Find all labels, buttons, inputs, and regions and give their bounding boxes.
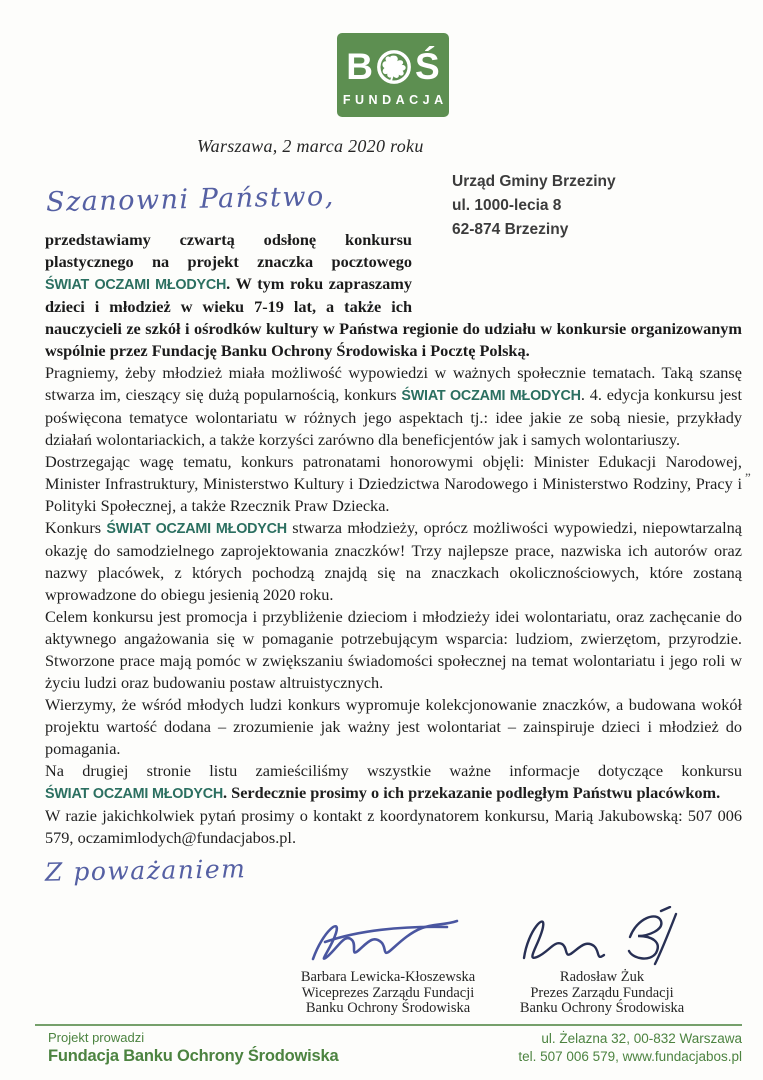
- footer-address: ul. Żelazna 32, 00-832 Warszawa: [541, 1031, 742, 1046]
- text-segment: Celem konkursu jest promocja i przybliżenie dzieciom i młodzieży idei wolontariatu, oraz zachęcanie do aktywnego angażowania się w pomaganie potrzebującym wsparcia: ludziom, zwierzętom, przyrodzie. Stworzone prace mają pomóc w zwiększaniu świadomości społecznej na temat wolontariatu i jego roli w życiu ludzi oraz budowaniu postaw altruistycznych.: [45, 607, 742, 692]
- paragraph: [45, 694, 742, 760]
- footer-foundation-name: Fundacja Banku Ochrony Środowiska: [48, 1047, 339, 1065]
- footer-right: [518, 1030, 742, 1065]
- letter-body: [45, 229, 742, 849]
- text-segment: stwarza młodzieży, oprócz możliwości wypowiedzi, niepowtarzalną okazję do samodzielnego zaprojektowania znaczków! Trzy najlepsze prace, nazwiska ich autorów oraz nazwy placówek, z których pochodzą znajdą się na znaczkach okolicznościowych, które zostaną wprowadzone do obiegu jesienią 2020 roku.: [45, 518, 742, 604]
- signatory-block-left: [268, 970, 508, 1017]
- text-segment: W razie jakichkolwiek pytań prosimy o kontakt z koordynatorem konkursu, Marią Jakubowską: 507 006 579, oczamimlodych@fundacjabos.pl.: [45, 806, 742, 847]
- handwritten-greeting: Szanowni Państwo,: [45, 180, 336, 219]
- paragraph: [45, 805, 742, 849]
- logo-letter-s: Ś: [415, 46, 440, 87]
- recipient-line: Urząd Gminy Brzeziny: [452, 173, 616, 190]
- text-segment: . Serdecznie prosimy o ich przekazanie podległym Państwu placówkom.: [223, 783, 721, 802]
- text-segment: . 4. edycja konkursu jest poświęcona tematyce wolontariatu w różnych jego aspektach tj.: idee jakie ze sobą niesie, przykłady działań wolontariackich, a także korzyści zarówno dla beneficjentów jak i samych wolontariuszy.: [45, 385, 742, 449]
- contest-name-label: ŚWIAT OCZAMI MŁODYCH: [106, 521, 287, 537]
- handwritten-closing: Z poważaniem: [44, 854, 247, 887]
- dateline: Warszawa, 2 marca 2020 roku: [197, 136, 424, 156]
- logo-letter-b: B: [346, 46, 374, 87]
- paragraph: [45, 362, 742, 451]
- contest-name-label: ŚWIAT OCZAMI MŁODYCH: [45, 277, 227, 293]
- signatory-title: Banku Ochrony Środowiska: [305, 1000, 471, 1016]
- signatory-name: Radosław Żuk: [559, 969, 645, 985]
- text-segment: Na drugiej stronie listu zamieściliśmy wszystkie ważne informacje dotyczące konkursu: [45, 761, 742, 780]
- paragraph: [45, 760, 742, 805]
- paragraph: [45, 517, 742, 606]
- footer-contact: tel. 507 006 579, www.fundacjabos.pl: [518, 1048, 742, 1064]
- layout-spacer: [412, 229, 742, 317]
- signatory-title: Banku Ochrony Środowiska: [519, 1000, 685, 1016]
- recipient-line: 62-874 Brzeziny: [452, 221, 569, 238]
- contest-name-label: ŚWIAT OCZAMI MŁODYCH: [401, 388, 581, 404]
- footer-project-label: Projekt prowadzi: [48, 1030, 145, 1045]
- signatory-title: Prezes Zarządu Fundacji: [530, 984, 674, 1001]
- bos-foundation-logo: [337, 33, 449, 117]
- logo-wordmark: [346, 45, 439, 89]
- text-segment: Dostrzegając wagę tematu, konkurs patronatami honorowymi objęli: Minister Edukacji Narodowej, Minister Infrastruktury, Ministerstwo Kultury i Dziedzictwa Narodowego i Ministerstwo Rodziny, Pracy i Polityki Społecznej, a także Rzecznik Praw Dziecka.: [45, 452, 742, 515]
- signatory-block-right: [482, 970, 722, 1017]
- signature-scribble-left: [295, 913, 470, 971]
- text-segment: Pragniemy, żeby młodzież miała możliwość wypowiedzi w ważnych społecznie tematach. Taką szansę stwarza im, cieszący się dużą popularnością, konkurs: [45, 363, 742, 404]
- text-segment: . W tym roku zapraszamy dzieci i młodzież w wieku 7-19 lat, a także ich nauczycieli ze szkół i ośrodków kultury w Państwa regionie do udziału w konkursie organizowanym wspólnie przez Fundację Banku Ochrony Środowiska i Pocztę Polską.: [45, 274, 742, 360]
- signature-scribble-right: [510, 906, 695, 970]
- contest-name-label: ŚWIAT OCZAMI MŁODYCH: [45, 786, 223, 802]
- signatory-title: Wiceprezes Zarządu Fundacji: [301, 984, 475, 1001]
- text-segment: Wierzymy, że wśród młodych ludzi konkurs wypromuje kolekcjonowanie znaczków, a budowana wokół projektu wartość dodana – zrozumienie jak ważny jest wolontariat – zainspiruje dzieci i młodzież do pomagania.: [45, 695, 742, 758]
- recipient-line: ul. 1000-lecia 8: [452, 197, 562, 214]
- logo-subtext: FUNDACJA: [342, 93, 448, 107]
- scan-artifact-mark: ”: [745, 470, 751, 485]
- footer-divider: [35, 1024, 742, 1026]
- text-segment: przedstawiamy czwartą odsłonę konkursu plastycznego na projekt znaczka pocztowego: [45, 230, 412, 271]
- paragraph: [45, 606, 742, 694]
- oak-leaf-ring-icon: [375, 48, 413, 86]
- signatory-name: Barbara Lewicka-Kłoszewska: [300, 969, 476, 985]
- text-segment: Konkurs: [45, 518, 107, 537]
- footer-left: [48, 1030, 338, 1066]
- paragraph: [45, 451, 742, 517]
